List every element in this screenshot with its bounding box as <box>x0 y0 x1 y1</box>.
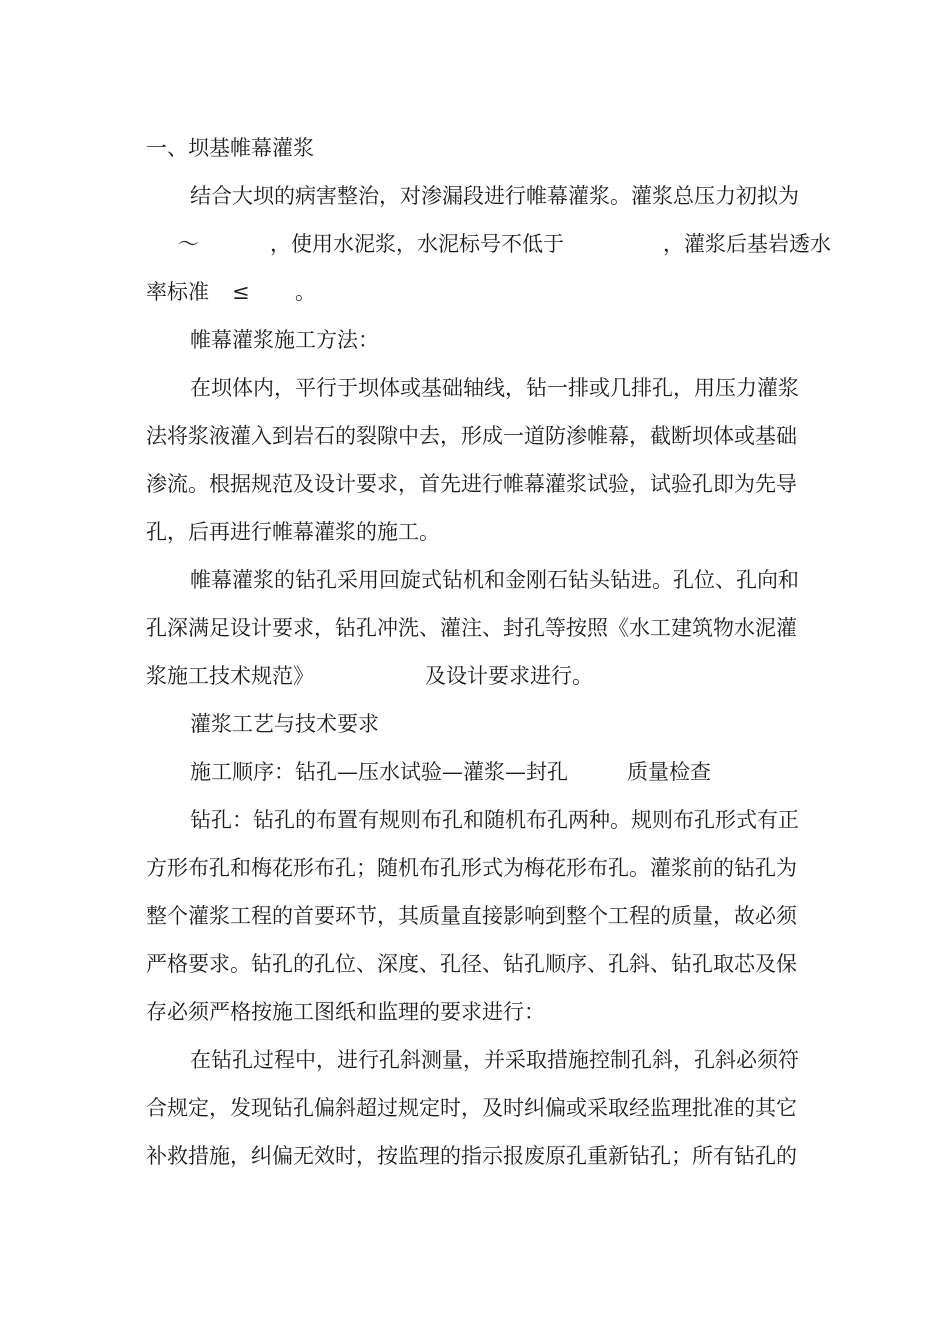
paragraph-method-line-2: 法将浆液灌入到岩石的裂隙中去，形成一道防渗帷幕，截断坝体或基础 <box>146 424 797 448</box>
design-requirement-text: 及设计要求进行。 <box>425 664 593 688</box>
paragraph-deviation-line-3: 补救措施，纠偏无效时，按监理的指示报废原孔重新钻孔；所有钻孔的 <box>146 1144 797 1168</box>
paragraph-method-line-1: 在坝体内，平行于坝体或基础轴线，钻一排或几排孔，用压力灌浆 <box>190 376 799 400</box>
paragraph-hole-line-2: 方形布孔和梅花形布孔；随机布孔形式为梅花形布孔。灌浆前的钻孔为 <box>146 856 797 880</box>
spec-reference: 浆施工技术规范》 <box>146 664 314 688</box>
period-mark: 。 <box>295 280 316 304</box>
method-title: 帷幕灌浆施工方法： <box>190 328 379 352</box>
paragraph-deviation-line-2: 合规定，发现钻孔偏斜超过规定时，及时纠偏或采取经监理批准的其它 <box>146 1096 797 1120</box>
quality-check: 质量检查 <box>627 760 711 784</box>
permeability-text: ，灌浆后基岩透水 <box>663 232 831 256</box>
less-equal-symbol: ≤ <box>232 280 250 304</box>
rate-standard-text: 率标准 <box>146 280 209 304</box>
sequence-steps: 施工顺序：钻孔—压水试验—灌浆—封孔 <box>190 760 568 784</box>
cement-text: ，使用水泥浆，水泥标号不低于 <box>270 232 564 256</box>
tech-title: 灌浆工艺与技术要求 <box>190 712 379 736</box>
paragraph-hole-line-4: 严格要求。钻孔的孔位、深度、孔径、钻孔顺序、孔斜、钻孔取芯及保 <box>146 952 797 976</box>
paragraph-deviation-line-1: 在钻孔过程中，进行孔斜测量，并采取措施控制孔斜，孔斜必须符 <box>190 1048 799 1072</box>
paragraph-drilling-line-2: 孔深满足设计要求，钻孔冲洗、灌注、封孔等按照《水工建筑物水泥灌 <box>146 616 797 640</box>
paragraph-hole-line-3: 整个灌浆工程的首要环节，其质量直接影响到整个工程的质量，故必须 <box>146 904 797 928</box>
paragraph-method-line-3: 渗流。根据规范及设计要求，首先进行帷幕灌浆试验，试验孔即为先导 <box>146 472 797 496</box>
paragraph-method-line-4: 孔，后再进行帷幕灌浆的施工。 <box>146 520 440 544</box>
paragraph-hole-line-5: 存必须严格按施工图纸和监理的要求进行： <box>146 1000 545 1024</box>
section-heading: 一、坝基帷幕灌浆 <box>146 136 314 160</box>
paragraph-hole-line-1: 钻孔：钻孔的布置有规则布孔和随机布孔两种。规则布孔形式有正 <box>190 808 799 832</box>
paragraph-intro-line-1: 结合大坝的病害整治，对渗漏段进行帷幕灌浆。灌浆总压力初拟为 <box>190 184 799 208</box>
paragraph-drilling-line-1: 帷幕灌浆的钻孔采用回旋式钻机和金刚石钻头钻进。孔位、孔向和 <box>190 568 799 592</box>
range-tilde: ～ <box>178 232 199 256</box>
